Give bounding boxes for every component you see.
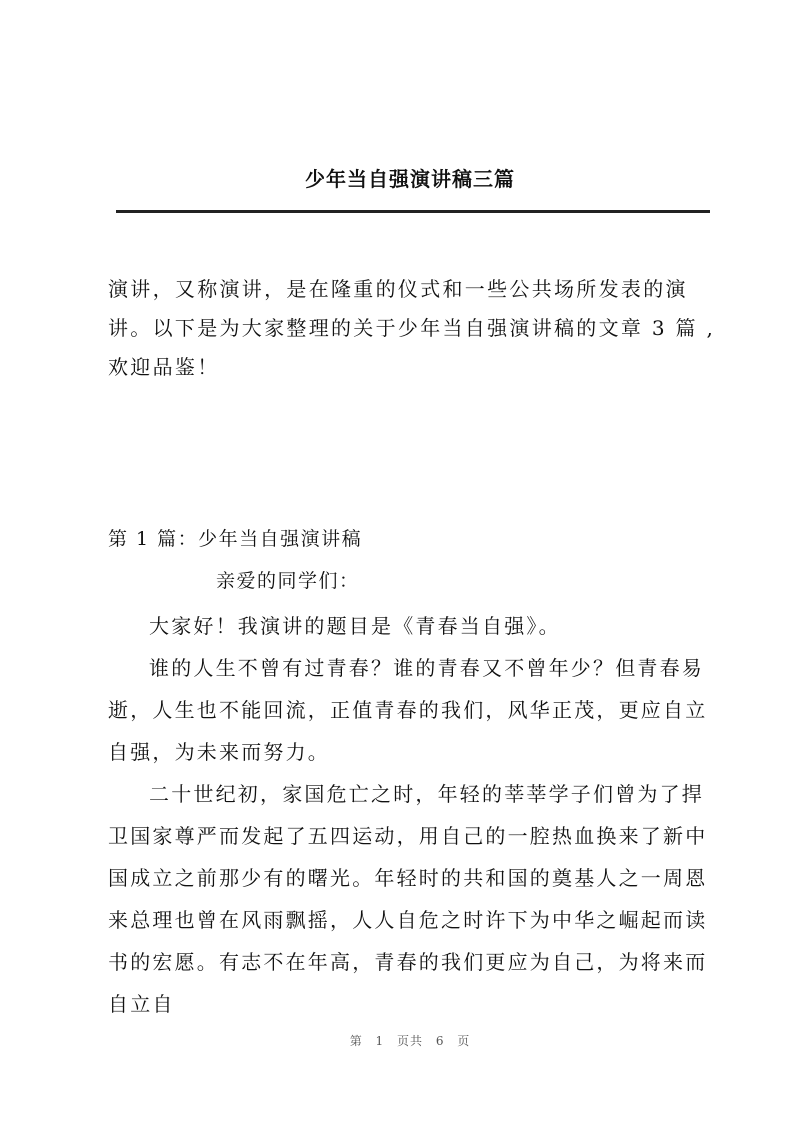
- salutation: 亲爱的同学们：: [216, 570, 360, 592]
- speech-paragraph: 谁的人生不曾有过青春？谁的青春又不曾年少？但青春易逝，人生也不能回流，正值青春的我们，风华正茂，更应自立自强，为未来而努力。: [108, 656, 708, 764]
- speech-paragraph: 二十世纪初，家国危亡之时，年轻的莘莘学子们曾为了捍卫国家尊严而发起了五四运动，用自己的一腔热血换来了新中国成立之前那少有的曙光。年轻时的共和国的奠基人之一周恩来总理也曾在风雨飘摇，人人自危之时许下为中华之崛起而读书的宏愿。有志不在年高，青春的我们更应为自己，为将来而自立自: [108, 782, 708, 1016]
- section-heading: 第 1 篇：少年当自强演讲稿: [108, 528, 363, 550]
- speech-paragraph: 大家好！我演讲的题目是《青春当自强》。: [149, 614, 561, 638]
- page-footer: 第 1 页共 6 页: [349, 1034, 471, 1048]
- intro-paragraph: 演讲，又称演讲，是在隆重的仪式和一些公共场所发表的演讲。以下是为大家整理的关于少年当自强演讲稿的文章 3 篇 ,欢迎品鉴！: [108, 277, 716, 379]
- speech-body: [108, 605, 712, 1025]
- title-divider: [116, 210, 710, 213]
- document-title: 少年当自强演讲稿三篇: [305, 167, 515, 191]
